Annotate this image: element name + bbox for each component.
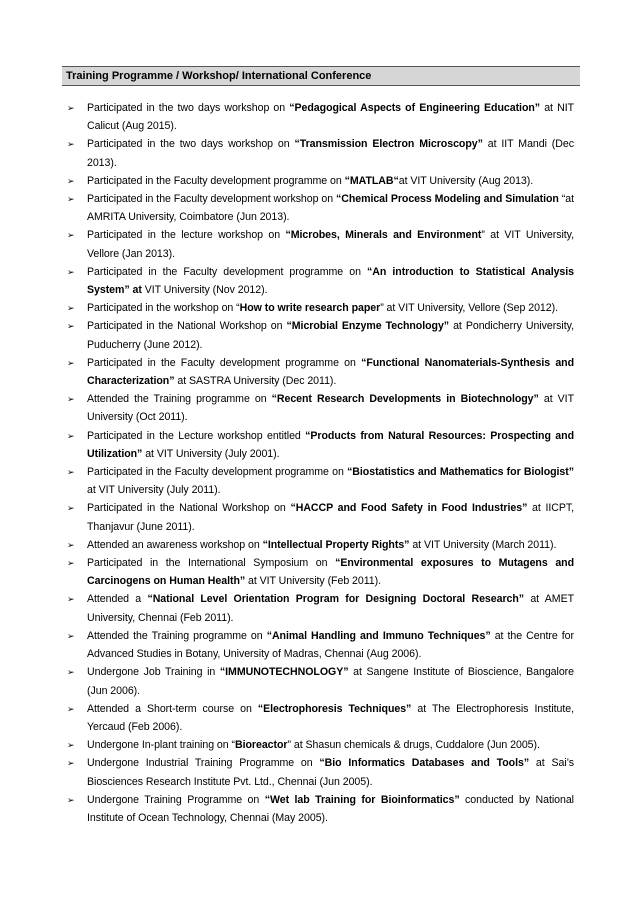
list-item xyxy=(66,135,574,171)
item-detail: conducted by National Institute of Ocean Technology, Chennai (May 2005). xyxy=(87,793,574,824)
item-detail: at NIT Calicut (Aug 2015). xyxy=(87,102,575,133)
item-title: How to write research paper xyxy=(239,302,381,315)
list-item xyxy=(66,536,574,554)
item-title: “Pedagogical Aspects of Engineering Education” xyxy=(289,102,541,114)
item-text: Attended a Short-term course on xyxy=(87,702,258,715)
item-title: “Electrophoresis Techniques” xyxy=(257,702,412,715)
arrowhead-bullet-icon: ➢ xyxy=(67,175,75,186)
arrowhead-bullet-icon: ➢ xyxy=(67,321,75,332)
arrowhead-bullet-icon: ➢ xyxy=(67,558,75,569)
item-detail: at VIT University (Aug 2013). xyxy=(398,174,534,187)
training-list xyxy=(66,99,574,827)
item-detail: at IIT Mandi (Dec 2013). xyxy=(87,138,574,169)
list-item xyxy=(66,700,574,736)
list-item xyxy=(66,354,574,390)
list-item xyxy=(66,663,574,699)
item-detail: at IICPT, Thanjavur (June 2011). xyxy=(87,502,574,533)
arrowhead-bullet-icon: ➢ xyxy=(67,630,75,641)
item-text: Attended an awareness workshop on xyxy=(87,538,263,551)
item-title: “Recent Research Developments in Biotechnology” xyxy=(271,393,539,406)
item-text: Participated in the Faculty development programme on xyxy=(87,466,348,479)
arrowhead-bullet-icon: ➢ xyxy=(67,103,75,113)
item-title: “MATLAB“ xyxy=(344,174,399,187)
list-item xyxy=(66,190,574,226)
item-text: Participated in the lecture workshop on xyxy=(87,229,286,242)
arrowhead-bullet-icon: ➢ xyxy=(67,303,75,314)
list-item xyxy=(66,317,574,353)
item-detail: VIT University (Nov 2012). xyxy=(141,284,268,297)
item-title: “Biostatistics and Mathematics for Biologist” xyxy=(347,466,575,479)
item-title: “Wet lab Training for Bioinformatics” xyxy=(264,793,460,806)
item-text: Attended a xyxy=(87,593,148,606)
item-title: “HACCP and Food Safety in Food Industries” xyxy=(290,502,528,515)
item-text: Participated in the Faculty development workshop on xyxy=(87,193,336,206)
list-item xyxy=(66,390,574,426)
item-text: Undergone Industrial Training Programme on xyxy=(87,757,320,770)
item-detail: at Sai’s Biosciences Research Institute Pvt. Ltd., Chennai (Jun 2005). xyxy=(87,757,574,788)
arrowhead-bullet-icon: ➢ xyxy=(67,503,75,514)
item-title: “Bio Informatics Databases and Tools” xyxy=(319,757,530,770)
item-title: Bioreactor xyxy=(235,739,288,752)
item-title: “Microbes, Minerals and Environment xyxy=(285,229,482,242)
arrowhead-bullet-icon: ➢ xyxy=(67,394,75,405)
item-text: Undergone Training Programme on xyxy=(87,793,265,806)
item-detail: at The Electrophoresis Institute, Yercaud (Feb 2006). xyxy=(87,702,574,733)
item-text: Participated in the Faculty development programme on xyxy=(87,174,345,187)
list-item xyxy=(66,263,574,299)
list-item xyxy=(66,299,574,317)
item-text: Participated in the workshop on “ xyxy=(87,302,240,315)
item-text: Participated in the two days workshop on xyxy=(87,138,295,151)
item-text: Participated in the two days workshop on xyxy=(87,102,290,114)
arrowhead-bullet-icon: ➢ xyxy=(67,230,75,241)
list-item xyxy=(66,463,574,499)
list-item xyxy=(66,427,574,463)
arrowhead-bullet-icon: ➢ xyxy=(67,594,75,605)
item-text: Participated in the National Workshop on xyxy=(87,502,291,515)
item-title: “Chemical Process Modeling and Simulation xyxy=(335,193,559,206)
item-detail: at VIT University (July 2011). xyxy=(87,484,221,497)
item-detail: ” at VIT University, Vellore (Sep 2012). xyxy=(380,302,558,315)
item-title: “Intellectual Property Rights” xyxy=(262,538,410,551)
item-detail: ” at Shasun chemicals & drugs, Cuddalore (Jun 2005). xyxy=(287,739,540,752)
list-item xyxy=(66,791,574,827)
arrowhead-bullet-icon: ➢ xyxy=(67,703,75,714)
item-title: “Functional Nanomaterials-Synthesis and Characterization” xyxy=(87,356,575,388)
list-item xyxy=(66,590,574,626)
item-title: “Animal Handling and Immuno Techniques” xyxy=(266,629,491,642)
arrowhead-bullet-icon: ➢ xyxy=(67,667,75,678)
arrowhead-bullet-icon: ➢ xyxy=(67,430,75,441)
item-title: “National Level Orientation Program for Designing Doctoral Research” xyxy=(147,593,525,606)
arrowhead-bullet-icon: ➢ xyxy=(67,539,75,550)
section-header: Training Programme / Workshop/ International Conference xyxy=(62,66,580,86)
item-detail: at AMET University, Chennai (Feb 2011). xyxy=(87,593,575,624)
item-detail: at Pondicherry University, Puducherry (June 2012). xyxy=(87,320,574,351)
item-text: Participated in the International Symposium on xyxy=(87,557,336,570)
list-item xyxy=(66,754,574,790)
item-title: “Microbial Enzyme Technology” xyxy=(286,320,450,333)
item-title: “IMMUNOTECHNOLOGY” xyxy=(219,666,349,679)
item-text: Participated in the Faculty development programme on xyxy=(87,265,368,278)
arrowhead-bullet-icon: ➢ xyxy=(67,467,75,478)
item-detail: “at AMRITA University, Coimbatore (Jun 2013). xyxy=(87,193,574,224)
item-title: “Products from Natural Resources: Prospecting and Utilization” xyxy=(87,429,574,460)
item-text: Participated in the National Workshop on xyxy=(87,320,287,333)
item-detail: at VIT University (Feb 2011). xyxy=(245,575,382,588)
item-detail: at SASTRA University (Dec 2011). xyxy=(174,375,337,388)
item-text: Undergone Job Training in xyxy=(87,666,220,679)
arrowhead-bullet-icon: ➢ xyxy=(67,758,75,769)
list-item xyxy=(66,172,574,190)
arrowhead-bullet-icon: ➢ xyxy=(67,194,75,205)
arrowhead-bullet-icon: ➢ xyxy=(67,357,75,368)
item-title: “Environmental exposures to Mutagens and Carcinogens on Human Health” xyxy=(87,557,574,588)
item-detail: ” at VIT University, Vellore (Jan 2013). xyxy=(87,229,575,260)
list-item xyxy=(66,554,574,590)
item-text: Attended the Training programme on xyxy=(87,393,272,406)
item-text: Attended the Training programme on xyxy=(87,629,267,642)
item-text: Participated in the Faculty development programme on xyxy=(87,356,362,369)
item-title: “An introduction to Statistical Analysis System” at xyxy=(87,265,575,297)
item-text: Undergone In-plant training on “ xyxy=(87,739,235,752)
arrowhead-bullet-icon: ➢ xyxy=(67,139,75,150)
list-item xyxy=(66,99,574,135)
item-detail: at VIT University (March 2011). xyxy=(409,538,557,551)
arrowhead-bullet-icon: ➢ xyxy=(67,740,75,751)
item-detail: at Sangene Institute of Bioscience, Bangalore (Jun 2006). xyxy=(87,666,574,697)
list-item xyxy=(66,627,574,663)
list-item xyxy=(66,736,574,754)
item-detail: at VIT University (July 2001). xyxy=(142,447,280,460)
item-detail: at the Centre for Advanced Studies in Botany, University of Madras, Chennai (Aug 2006). xyxy=(87,629,574,661)
item-title: “Transmission Electron Microscopy” xyxy=(294,138,483,151)
item-detail: at VIT University (Oct 2011). xyxy=(87,393,574,424)
list-item xyxy=(66,226,574,262)
arrowhead-bullet-icon: ➢ xyxy=(67,266,75,277)
item-text: Participated in the Lecture workshop entitled xyxy=(87,429,306,442)
list-item xyxy=(66,499,574,535)
arrowhead-bullet-icon: ➢ xyxy=(67,794,75,805)
